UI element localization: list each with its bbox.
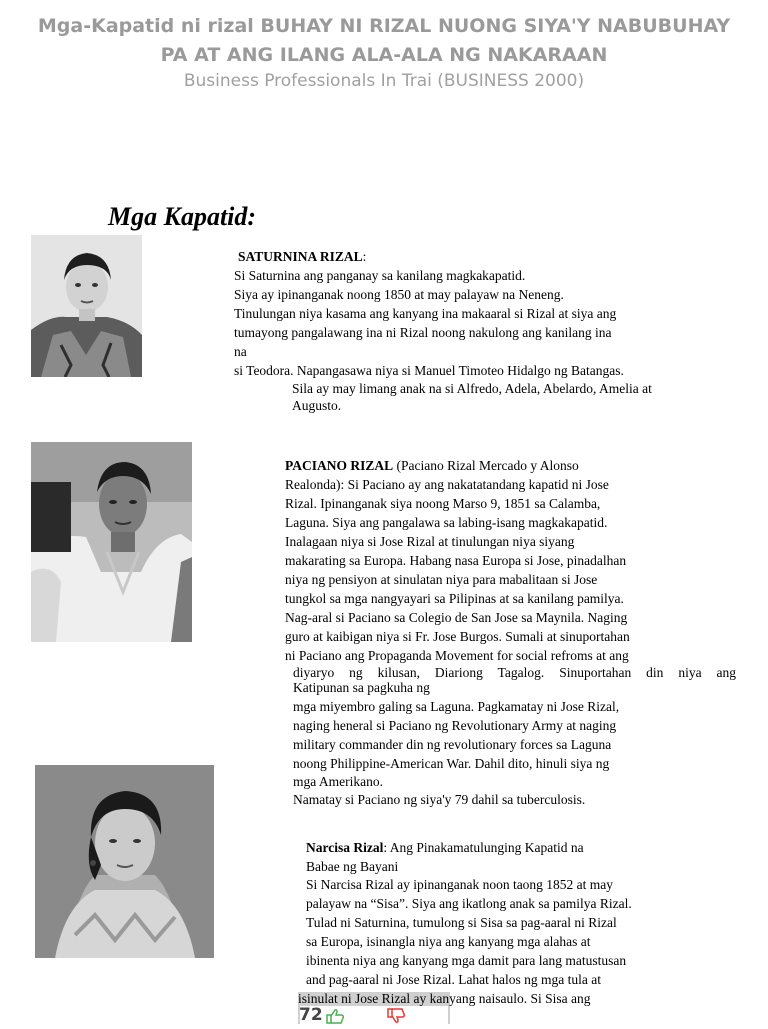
saturnina-photo xyxy=(31,235,142,377)
paciano-line-4: Inalagaan niya si Jose Rizal at tinulungan niya siyang xyxy=(285,534,575,549)
saturnina-line-6: si Teodora. Napangasawa niya si Manuel Timoteo Hidalgo ng Batangas. xyxy=(234,363,624,378)
saturnina-name: SATURNINA RIZAL xyxy=(238,249,363,264)
like-count: 72 xyxy=(299,1005,323,1025)
paciano-line-8: Nag-aral si Paciano sa Colegio de San Jose sa Maynila. Naging xyxy=(285,610,628,625)
paciano-line-13: naging heneral si Paciano ng Revolutionary Army at naging xyxy=(293,718,617,733)
paciano-name: PACIANO RIZAL xyxy=(285,458,394,473)
saturnina-line-8: Augusto. xyxy=(292,398,342,413)
narcisa-name: Narcisa Rizal xyxy=(306,840,384,855)
narcisa-photo xyxy=(35,765,214,958)
saturnina-line-3: Tinulungan niya kasama ang kanyang ina makaaral si Rizal at siya ang xyxy=(234,306,617,321)
paciano-line-7: tungkol sa mga nangyayari sa Pilipinas at sa kanilang pamilya. xyxy=(285,591,624,606)
paciano-line-5: makarating sa Europa. Habang nasa Europa si Jose, pinadalhan xyxy=(285,553,627,568)
paciano-justified-line: diyaryo ng kilusan, Diariong Tagalog. Sinuportahan din niya ang xyxy=(293,665,736,680)
saturnina-line-2: Siya ay ipinanganak noong 1850 at may palayaw na Neneng. xyxy=(234,287,564,302)
narcisa-name-line xyxy=(306,839,584,857)
document-title-line-2: PA AT ANG ILANG ALA-ALA NG NAKARAAN xyxy=(160,44,608,66)
paciano-line-14: military commander din ng revolutionary forces sa Laguna xyxy=(293,737,612,752)
narcisa-line-8: isinulat ni Jose Rizal ay kanyang naisaulo. Si Sisa ang xyxy=(298,991,591,1006)
saturnina-line-1: Si Saturnina ang panganay sa kanilang magkakapatid. xyxy=(234,268,526,283)
document-subtitle: Business Professionals In Trai (BUSINESS 2000) xyxy=(183,71,585,91)
saturnina-name-line xyxy=(238,248,366,266)
narcisa-line-6: ibinenta niya ang kanyang mga damit para lang matustusan xyxy=(306,953,627,968)
paciano-line-9: guro at kaibigan niya si Fr. Jose Burgos. Sumali at sinuportahan xyxy=(285,629,630,644)
thumbs-down-icon[interactable] xyxy=(386,1008,406,1024)
narcisa-line-3: palayaw na “Sisa”. Siya ang ikatlong anak sa pamilya Rizal. xyxy=(306,896,632,911)
section-heading: Mga Kapatid: xyxy=(108,202,257,231)
saturnina-line-7: Sila ay may limang anak na si Alfredo, Adela, Abelardo, Amelia at xyxy=(292,381,652,396)
paciano-line-3: Laguna. Siya ang pangalawa sa labing-isang magkakapatid. xyxy=(285,515,608,530)
paciano-line-6: niya ng pensiyon at sinulatan niya para mabalitaan si Jose xyxy=(285,572,598,587)
paciano-line-1: Realonda): Si Paciano ay ang nakatatandang kapatid ni Jose xyxy=(285,477,609,492)
paciano-line-2: Rizal. Ipinanganak siya noong Marso 9, 1851 sa Calamba, xyxy=(285,496,601,511)
thumbs-up-icon[interactable] xyxy=(325,1008,345,1024)
paciano-line-15: noong Philippine-American War. Dahil dito, hinuli siya ng xyxy=(293,756,610,771)
narcisa-line-4: Tulad ni Saturnina, tumulong si Sisa sa pag-aaral ni Rizal xyxy=(306,915,617,930)
paciano-line-10: ni Paciano ang Propaganda Movement for social refroms at ang xyxy=(285,648,629,663)
narcisa-line-1: Babae ng Bayani xyxy=(306,859,399,874)
paciano-line-12: mga miyembro galing sa Laguna. Pagkamatay ni Jose Rizal, xyxy=(293,699,620,714)
narcisa-line-2: Si Narcisa Rizal ay ipinanganak noon taong 1852 at may xyxy=(306,877,614,892)
paciano-line-17: Namatay si Paciano ng siya'y 79 dahil sa tuberculosis. xyxy=(293,792,586,807)
paciano-photo xyxy=(31,442,192,642)
saturnina-line-5: na xyxy=(234,344,247,359)
paciano-name-suffix: (Paciano Rizal Mercado y Alonso xyxy=(393,458,579,473)
paciano-name-line xyxy=(285,457,579,475)
document-title-line-1: Mga-Kapatid ni rizal BUHAY NI RIZAL NUONG SIYA'Y NABUBUHAY xyxy=(37,15,731,37)
narcisa-line-7: and pag-aaral ni Jose Rizal. Lahat halos ng mga tula at xyxy=(306,972,602,987)
document-title xyxy=(0,12,768,70)
saturnina-name-suffix: : xyxy=(362,249,367,264)
saturnina-line-4: tumayong pangalawang ina ni Rizal noong nakulong ang kanilang ina xyxy=(234,325,612,340)
narcisa-line-5: sa Europa, isinangla niya ang kanyang mga alahas at xyxy=(306,934,591,949)
paciano-line-16: mga Amerikano. xyxy=(293,774,383,789)
narcisa-name-suffix: : Ang Pinakamatulunging Kapatid na xyxy=(383,840,584,855)
paciano-line-11: Katipunan sa pagkuha ng xyxy=(293,680,430,695)
